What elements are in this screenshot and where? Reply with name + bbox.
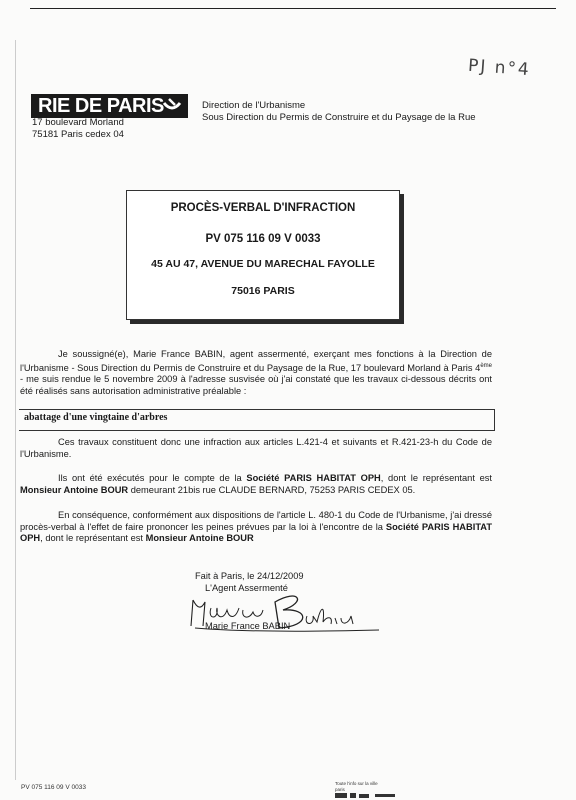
pv-city: 75016 PARIS [231,285,295,297]
paris-ship-logo-icon [162,97,182,115]
company-name: Société PARIS HABITAT OPH [246,473,381,483]
scan-edge [15,40,16,780]
top-rule [30,8,556,9]
logo-text: RIE DE PARIS [38,95,164,117]
representative-name: Monsieur Antoine BOUR [20,484,129,495]
p3-text-a: Ils ont été exécutés pour le compte de la [58,473,247,483]
statement-paragraph [20,349,492,397]
pv-address: 45 AU 47, AVENUE DU MARECHAL FAYOLLE [151,258,375,270]
footer-stamp-line2: paris [335,787,345,792]
place-date: Fait à Paris, le 24/12/2009 [195,571,304,581]
signatory-name: Marie France BABIN [205,621,291,631]
signatory-role: L'Agent Assermenté [205,583,288,593]
footer-stamp-line1: Toute l'info sur la ville [335,781,378,786]
p3-text-e: demeurant 21bis rue CLAUDE BERNARD, 75253 PARIS CEDEX 05. [128,484,416,495]
executed-for-paragraph [20,473,492,496]
footer-stamp-marks [335,792,403,798]
p3-text-c: , dont le représentant est [380,473,492,483]
consequence-paragraph [20,510,492,545]
statement-text-cont: - me suis rendue le 5 novembre 2009 à l'adresse susvisée où j'ai constaté que les travaux ci-dessous décrits ont été réalisés sans autorisation administrative préalable : [20,374,492,396]
address-line-1: 17 boulevard Morland [32,117,124,128]
company-name-2: Société PARIS HABITAT OPH [20,521,493,543]
infraction-paragraph [20,437,492,460]
handwritten-annotation: PJ n°4 [467,55,532,81]
statement-text: Je soussigné(e), Marie France BABIN, agent assermenté, exerçant mes fonctions à la Direction de l'Urbanisme - Sous Direction du Permis de Construire et du Paysage de la Rue, 17 boulevard Morland à Paris 4 [20,349,492,373]
representative-name-2: Monsieur Antoine BOUR [145,533,254,543]
ordinal-suffix: ème [480,362,492,369]
address-line-2: 75181 Paris cedex 04 [32,129,124,140]
p4-text-a: En conséquence, conformément aux dispositions de l'article L. 480-1 du Code de l'Urbanisme, j'ai dressé procès-verbal à l'effet de faire prononcer les peines prévues par la loi à l'encontre de la [20,510,492,532]
works-description: abattage d'une vingtaine d'arbres [24,412,168,423]
footer-reference: PV 075 116 09 V 0033 [21,784,86,791]
infraction-text: Ces travaux constituent donc une infraction aux articles L.421-4 et suivants et R.421-23-h du Code de l'Urbanisme. [20,437,492,459]
pv-title: PROCÈS-VERBAL D'INFRACTION [170,202,356,214]
direction-line-2: Sous Direction du Permis de Construire et du Paysage de la Rue [202,112,476,123]
p4-text-c: , dont le représentant est [40,533,146,543]
pv-number: PV 075 116 09 V 0033 [205,233,321,245]
direction-line-1: Direction de l'Urbanisme [202,100,306,111]
